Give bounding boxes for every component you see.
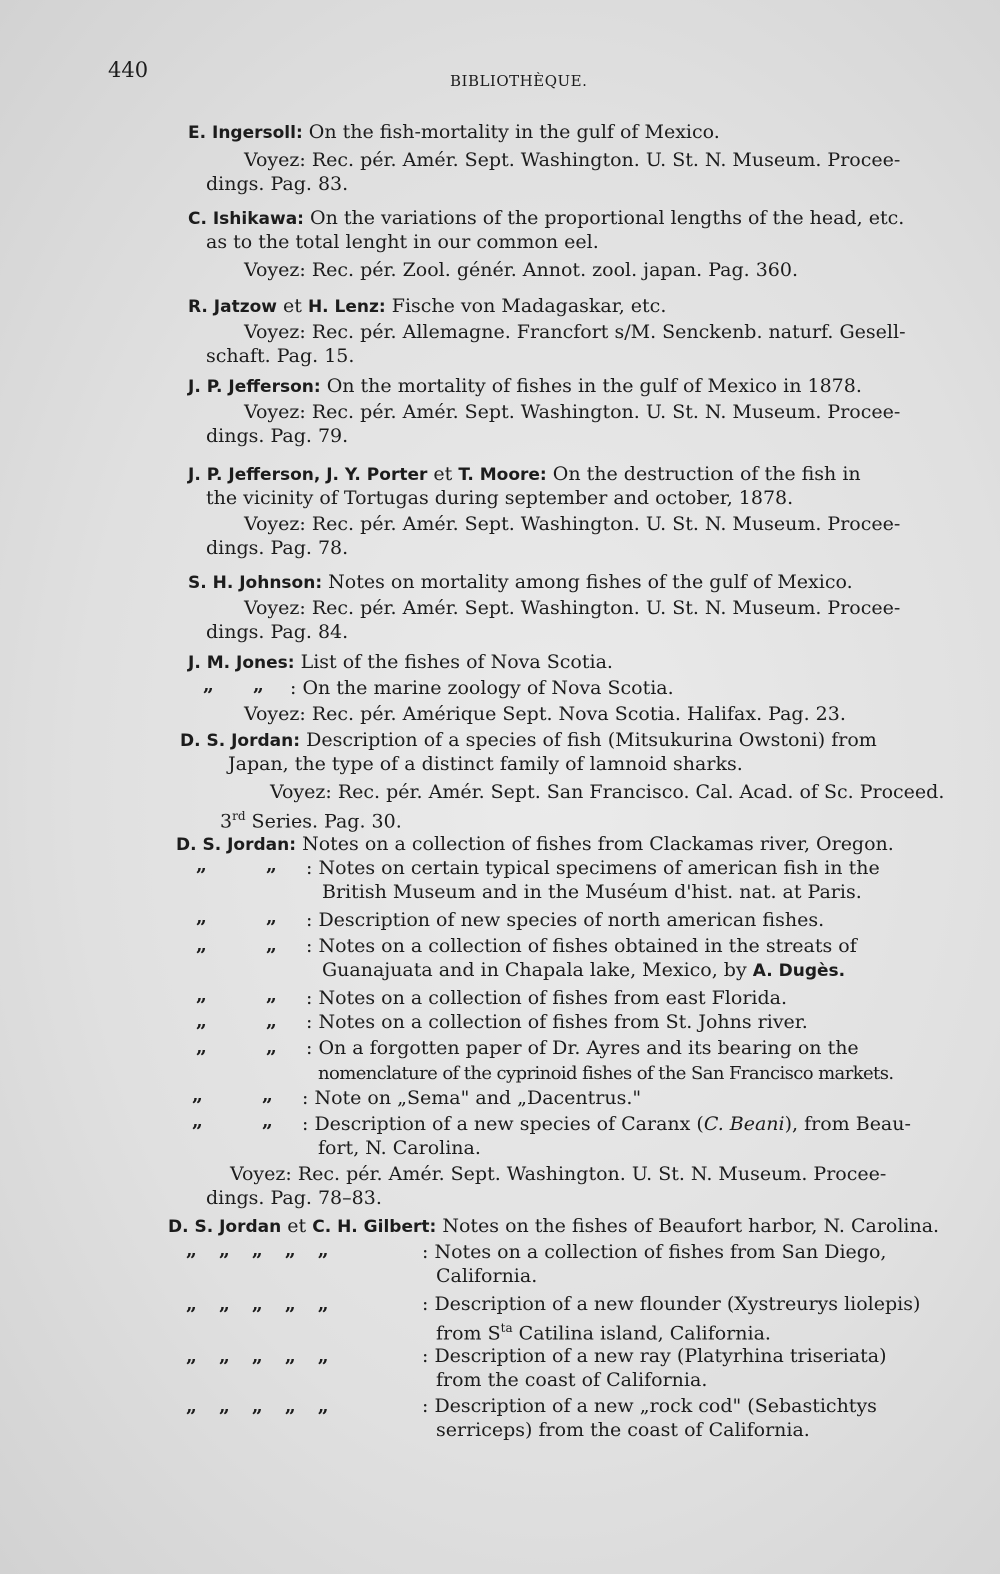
entry-jones: J. M. Jones: List of the fishes of Nova Scotia. — [188, 651, 613, 673]
entry-jordan-shark: D. S. Jordan: Description of a species of fish (Mitsukurina Owstoni) from — [180, 729, 877, 751]
page-number: 440 — [108, 58, 149, 82]
entry-reference: Voyez: Rec. pér. Amér. Sept. Washington. U. St. N. Museum. Procee- — [244, 513, 901, 535]
ditto-mark: „ — [196, 984, 207, 1006]
entry-reference: schaft. Pag. 15. — [206, 345, 355, 367]
ditto-mark: „ — [192, 1084, 203, 1106]
entry-subtitle: : Notes on a collection of fishes obtained in the streats of — [306, 935, 857, 957]
entry-subtitle: nomenclature of the cyprinoid fishes of the San Francisco markets. — [318, 1063, 894, 1084]
ditto-mark: „ — [196, 906, 207, 928]
ditto-row: „„„„„ — [186, 1395, 351, 1417]
entry-reference: Voyez: Rec. pér. Zool. génér. Annot. zool. japan. Pag. 360. — [244, 259, 799, 281]
entry-reference: dings. Pag. 78. — [206, 537, 349, 559]
entry-title: Japan, the type of a distinct family of lamnoid sharks. — [228, 753, 743, 775]
entry-subtitle: : Note on „Sema" and „Dacentrus." — [302, 1087, 642, 1109]
entry-reference: dings. Pag. 78–83. — [206, 1187, 382, 1209]
entry-jatzow: R. Jatzow et H. Lenz: Fische von Madagaskar, etc. — [188, 295, 667, 317]
entry-reference: dings. Pag. 84. — [206, 621, 349, 643]
entry-subtitle: : Description of a new species of Caranx (C. Beani), from Beau- — [302, 1113, 911, 1135]
entry-subtitle: serriceps) from the coast of California. — [436, 1419, 810, 1441]
entry-subtitle: from $S^{ta}$ Catilina island, California. — [436, 1321, 771, 1345]
entry-reference: Voyez: Rec. pér. Amér. Sept. Washington. U. St. N. Museum. Procee- — [244, 597, 901, 619]
ditto-mark: „ — [262, 1084, 273, 1106]
entry-subtitle: : Description of a new ray (Platyrhina triseriata) — [422, 1345, 887, 1367]
entry-subtitle: from the coast of California. — [436, 1369, 708, 1391]
ditto-mark: „ — [196, 1010, 207, 1032]
entry-subtitle: : Description of a new „rock cod" (Sebastichtys — [422, 1395, 877, 1417]
ditto-mark: „ — [266, 1010, 277, 1032]
running-head: BIBLIOTHÈQUE. — [450, 72, 588, 90]
ditto-row: „„„„„ — [186, 1293, 351, 1315]
ditto-mark: „ — [253, 674, 264, 696]
entry-reference: Voyez: Rec. pér. Amér. Sept. Washington. U. St. N. Museum. Procee- — [244, 401, 901, 423]
entry-jordan-gilbert: D. S. Jordan et C. H. Gilbert: Notes on the fishes of Beaufort harbor, N. Carolina. — [168, 1215, 940, 1237]
entry-subtitle: : Notes on a collection of fishes from San Diego, — [422, 1241, 887, 1263]
entry-johnson: S. H. Johnson: Notes on mortality among fishes of the gulf of Mexico. — [188, 571, 853, 593]
entry-reference: Voyez: Rec. pér. Amér. Sept. San Francisco. Cal. Acad. of Sc. Proceed. — [270, 781, 945, 803]
ditto-mark: „ — [266, 854, 277, 876]
ditto-row: „„„„„ — [186, 1345, 351, 1367]
entry-reference: Voyez: Rec. pér. Allemagne. Francfort s/M. Senckenb. naturf. Gesell- — [244, 321, 906, 343]
ditto-mark: „ — [266, 934, 277, 956]
entry-subtitle: Guanajuata and in Chapala lake, Mexico, by A. Dugès. — [322, 959, 846, 981]
entry-reference: dings. Pag. 83. — [206, 173, 349, 195]
ditto-mark: „ — [196, 934, 207, 956]
entry-subtitle: : Notes on a collection of fishes from St. Johns river. — [306, 1011, 808, 1033]
entry-title: as to the total lenght in our common eel. — [206, 231, 599, 253]
ditto-mark: „ — [266, 1036, 277, 1058]
entry-subtitle: : Description of a new flounder (Xystreurys liolepis) — [422, 1293, 921, 1315]
entry-reference: Voyez: Rec. pér. Amér. Sept. Washington. U. St. N. Museum. Procee- — [244, 149, 901, 171]
ditto-mark: „ — [196, 1036, 207, 1058]
entry-subtitle: : On the marine zoology of Nova Scotia. — [290, 677, 674, 699]
ditto-mark: „ — [196, 854, 207, 876]
entry-subtitle: : On a forgotten paper of Dr. Ayres and its bearing on the — [306, 1037, 859, 1059]
entry-jefferson-porter-moore: J. P. Jefferson, J. Y. Porter et T. Moore: On the destruction of the fish in — [188, 463, 861, 485]
entry-subtitle: : Notes on certain typical specimens of american fish in the — [306, 857, 880, 879]
entry-subtitle: fort, N. Carolina. — [318, 1137, 481, 1159]
ditto-mark: „ — [203, 674, 214, 696]
entry-subtitle: : Notes on a collection of fishes from east Florida. — [306, 987, 788, 1009]
entry-reference: dings. Pag. 79. — [206, 425, 349, 447]
ditto-row: „„„„„ — [186, 1239, 351, 1261]
entry-jefferson: J. P. Jefferson: On the mortality of fishes in the gulf of Mexico in 1878. — [188, 375, 862, 397]
entry-subtitle: California. — [436, 1265, 538, 1287]
ditto-mark: „ — [192, 1110, 203, 1132]
entry-ishikawa: C. Ishikawa: On the variations of the proportional lengths of the head, etc. — [188, 207, 905, 229]
entry-subtitle: : Description of new species of north american fishes. — [306, 909, 825, 931]
entry-jordan-clackamas: D. S. Jordan: Notes on a collection of fishes from Clackamas river, Oregon. — [176, 833, 894, 855]
entry-reference: Voyez: Rec. pér. Amér. Sept. Washington. U. St. N. Museum. Procee- — [230, 1163, 887, 1185]
entry-reference: 3rd Series. Pag. 30. — [220, 809, 402, 833]
entry-reference: Voyez: Rec. pér. Amérique Sept. Nova Scotia. Halifax. Pag. 23. — [244, 703, 846, 725]
ditto-mark: „ — [266, 906, 277, 928]
ditto-mark: „ — [262, 1110, 273, 1132]
entry-ingersoll: E. Ingersoll: On the fish-mortality in the gulf of Mexico. — [188, 121, 720, 143]
entry-title: the vicinity of Tortugas during september and october, 1878. — [206, 487, 794, 509]
ditto-mark: „ — [266, 984, 277, 1006]
entry-subtitle: British Museum and in the Muséum d'hist. nat. at Paris. — [322, 881, 862, 903]
